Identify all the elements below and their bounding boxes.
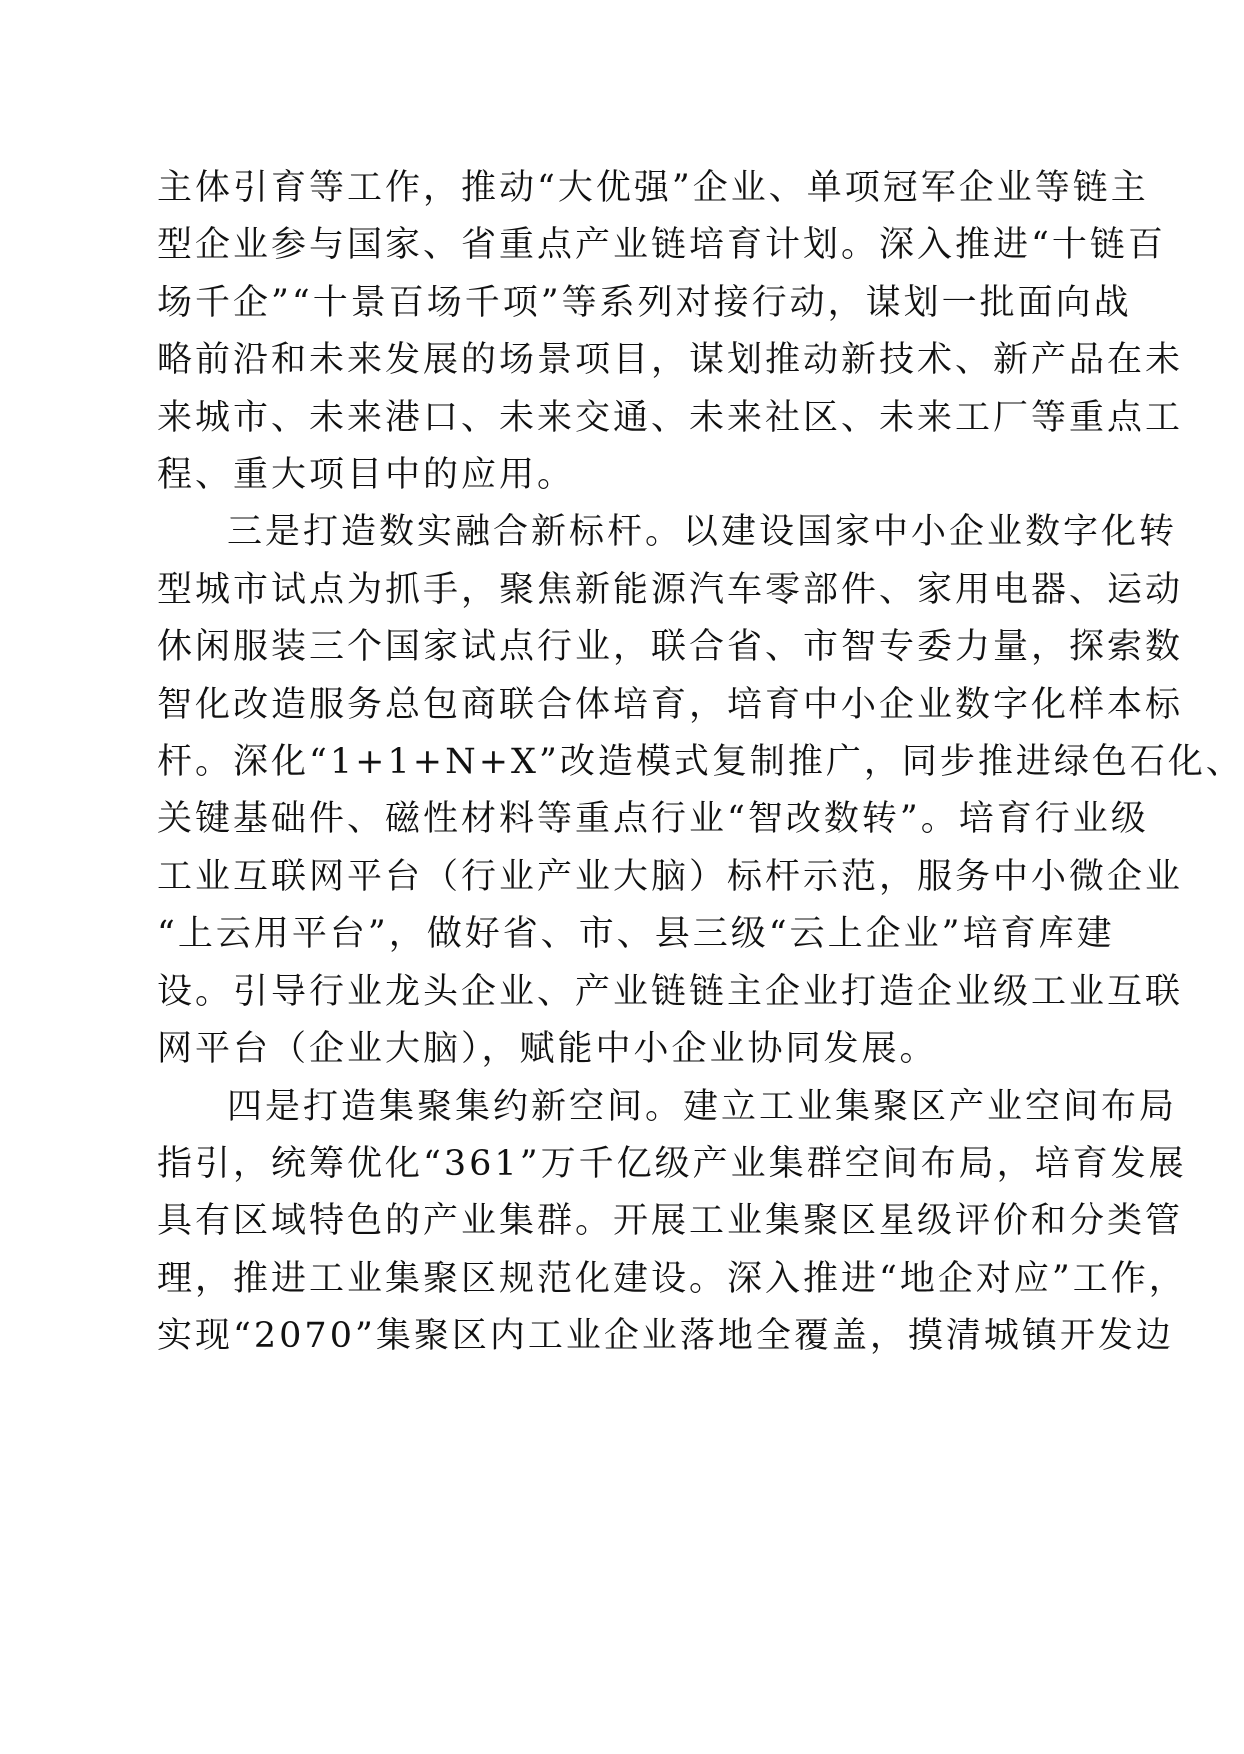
text-line: 杆。深化“1+1+N+X”改造模式复制推广，同步推进绿色石化、 [157,742,1244,783]
paragraph-3 [157,1079,1187,1366]
text-line: 略前沿和未来发展的场景项目，谋划推动新技术、新产品在未 [157,340,1184,381]
text-line: 关键基础件、磁性材料等重点行业“智改数转”。培育行业级 [157,799,1149,840]
text-line: 指引，统筹优化“361”万千亿级产业集群空间布局，培育发展 [157,1143,1187,1184]
text-line: 型城市试点为抓手，聚焦新能源汽车零部件、家用电器、运动 [157,569,1184,610]
text-line: 主体引育等工作，推动“大优强”企业、单项冠军企业等链主 [157,168,1149,208]
text-line: 场千企”“十景百场千项”等系列对接行动，谋划一批面向战 [157,282,1132,323]
text-line: 实现“2070”集聚区内工业企业落地全覆盖，摸清城镇开发边 [157,1316,1174,1357]
text-line: 理，推进工业集聚区规范化建设。深入推进“地企对应”工作， [157,1258,1187,1299]
text-line: “上云用平台”，做好省、市、县三级“云上企业”培育库建 [157,914,1115,955]
body-text [157,160,1244,1366]
text-line: 网平台（企业大脑），赋能中小企业协同发展。 [157,1029,938,1070]
text-line: 工业互联网平台（行业产业大脑）标杆示范，服务中小微企业 [157,856,1184,897]
text-line: 四是打造集聚集约新空间。建立工业集聚区产业空间布局 [227,1086,1178,1127]
paragraph-1 [157,160,1184,504]
text-line: 设。引导行业龙头企业、产业链链主企业打造企业级工业互联 [157,971,1184,1012]
text-line: 休闲服装三个国家试点行业，联合省、市智专委力量，探索数 [157,627,1184,668]
text-line: 型企业参与国家、省重点产业链培育计划。深入推进“十链百 [157,225,1166,266]
paragraph-2 [157,504,1244,1078]
text-line: 三是打造数实融合新标杆。以建设国家中小企业数字化转 [227,512,1178,553]
text-line: 程、重大项目中的应用。 [157,455,576,496]
text-line: 来城市、未来港口、未来交通、未来社区、未来工厂等重点工 [157,397,1184,438]
text-line: 智化改造服务总包商联合体培育，培育中小企业数字化样本标 [157,684,1184,725]
text-line: 具有区域特色的产业集群。开展工业集聚区星级评价和分类管 [157,1201,1184,1242]
